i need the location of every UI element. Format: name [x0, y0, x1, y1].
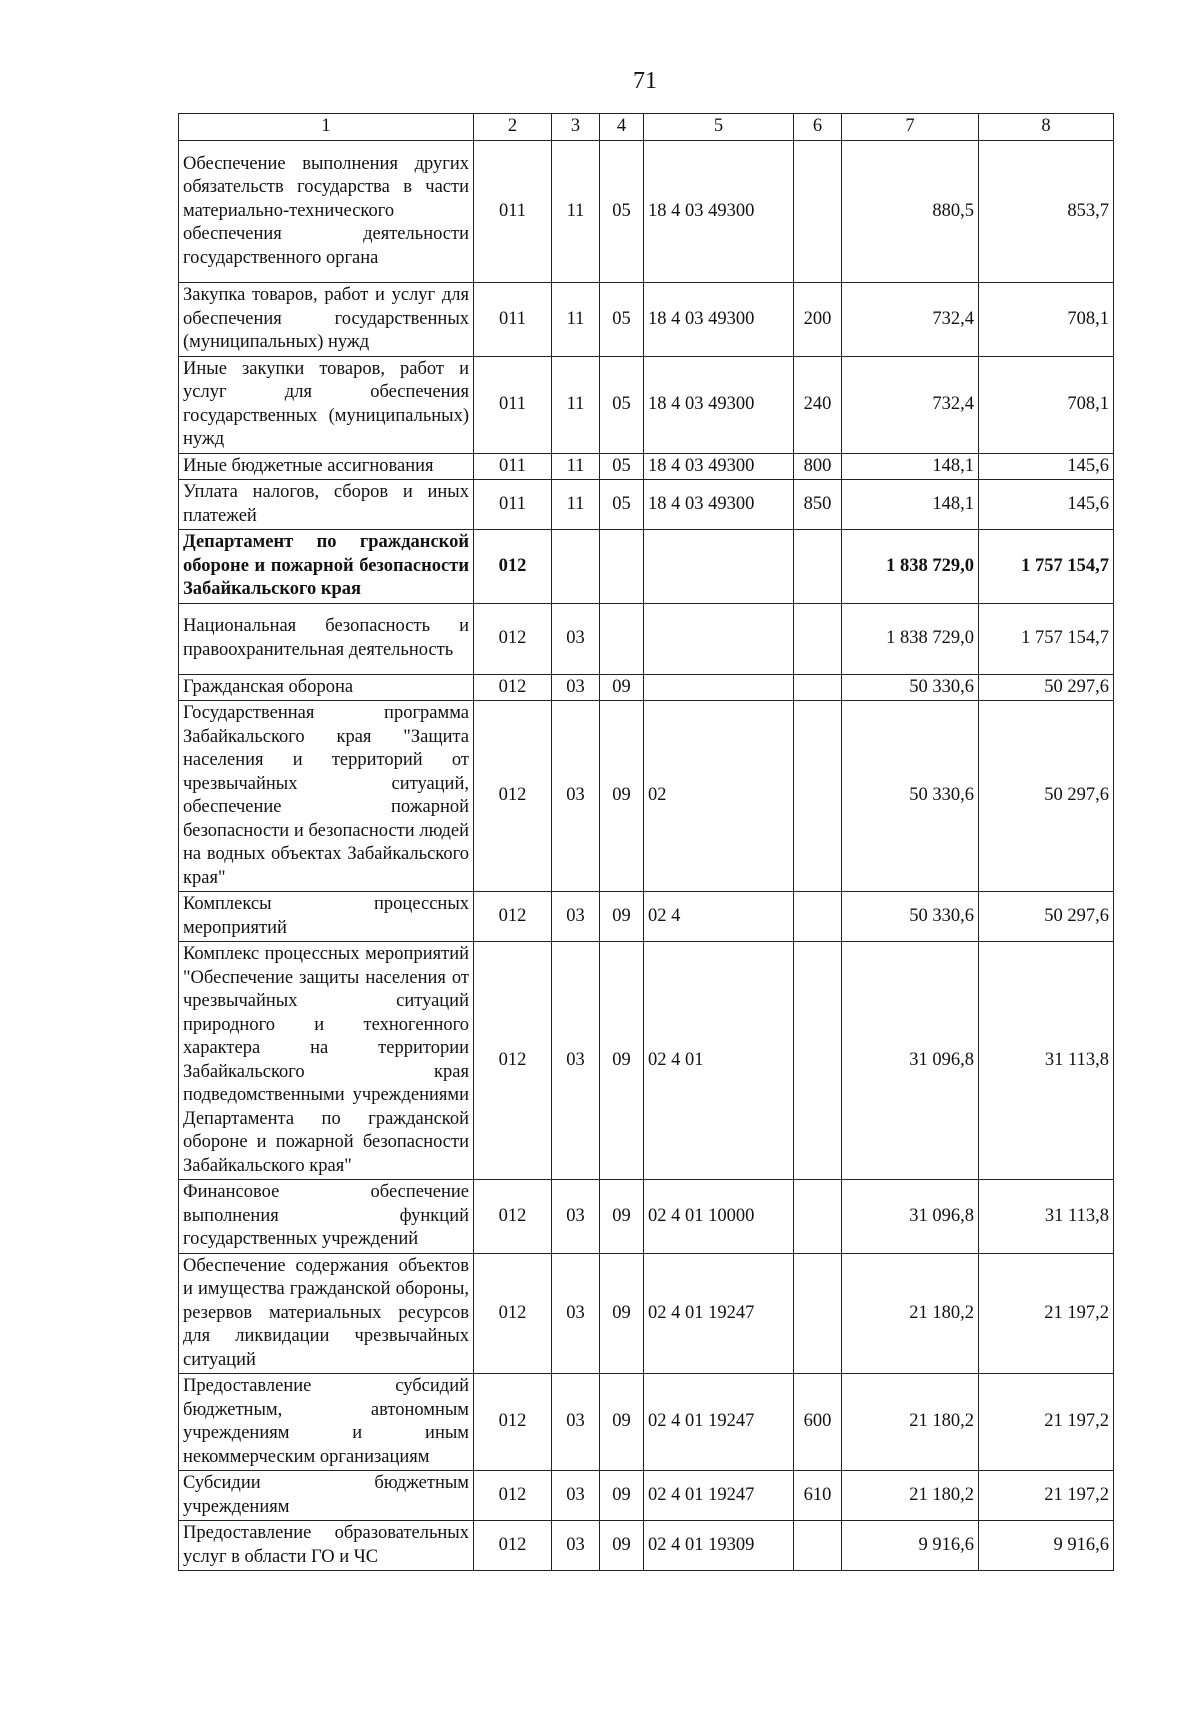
cell-amount-2: 9 916,6: [979, 1521, 1114, 1571]
cell-expense-type: 240: [794, 356, 842, 453]
table-row: [179, 892, 1114, 942]
cell-subsection: 09: [600, 674, 644, 701]
cell-amount-2: 31 113,8: [979, 1180, 1114, 1254]
cell-amount-1: 31 096,8: [842, 942, 979, 1180]
cell-target-article: 02 4 01 10000: [644, 1180, 794, 1254]
cell-subsection: 09: [600, 1471, 644, 1521]
cell-amount-1: 21 180,2: [842, 1374, 979, 1471]
cell-expense-type: [794, 892, 842, 942]
table-row-department: [179, 530, 1114, 604]
cell-amount-2: 1 757 154,7: [979, 530, 1114, 604]
cell-section: 03: [552, 1521, 600, 1571]
cell-ministry: 012: [474, 1521, 552, 1571]
row-name: Иные закупки товаров, работ и услуг для обеспечения государственных (муниципальных) нужд: [179, 356, 474, 453]
cell-amount-1: 148,1: [842, 480, 979, 530]
cell-section: 11: [552, 356, 600, 453]
cell-amount-1: 880,5: [842, 141, 979, 283]
cell-expense-type: 200: [794, 283, 842, 357]
cell-target-article: [644, 530, 794, 604]
cell-amount-1: 50 330,6: [842, 674, 979, 701]
cell-section: 03: [552, 942, 600, 1180]
cell-section: 11: [552, 480, 600, 530]
cell-subsection: [600, 603, 644, 674]
cell-subsection: 05: [600, 453, 644, 480]
cell-target-article: 02 4: [644, 892, 794, 942]
table-row: [179, 1521, 1114, 1571]
row-name: Департамент по гражданской обороне и пожарной безопасности Забайкальского края: [179, 530, 474, 604]
row-name: Финансовое обеспечение выполнения функций государственных учреждений: [179, 1180, 474, 1254]
cell-target-article: 02 4 01 19309: [644, 1521, 794, 1571]
cell-amount-1: 21 180,2: [842, 1471, 979, 1521]
cell-amount-1: 148,1: [842, 453, 979, 480]
row-name: Обеспечение выполнения других обязательств государства в части материально-технического обеспечения деятельности государственного органа: [179, 141, 474, 283]
cell-section: 03: [552, 1374, 600, 1471]
header-cell: 1: [179, 114, 474, 141]
cell-section: 03: [552, 1471, 600, 1521]
cell-target-article: [644, 674, 794, 701]
cell-amount-1: 1 838 729,0: [842, 530, 979, 604]
cell-ministry: 012: [474, 1180, 552, 1254]
cell-amount-1: 50 330,6: [842, 701, 979, 892]
cell-target-article: [644, 603, 794, 674]
table-row: [179, 480, 1114, 530]
cell-amount-2: 31 113,8: [979, 942, 1114, 1180]
table-row: [179, 1374, 1114, 1471]
cell-section: [552, 530, 600, 604]
cell-ministry: 012: [474, 530, 552, 604]
cell-expense-type: [794, 942, 842, 1180]
cell-amount-1: 9 916,6: [842, 1521, 979, 1571]
table-row: [179, 453, 1114, 480]
cell-ministry: 012: [474, 892, 552, 942]
row-name: Закупка товаров, работ и услуг для обеспечения государственных (муниципальных) нужд: [179, 283, 474, 357]
cell-ministry: 011: [474, 283, 552, 357]
header-cell: 8: [979, 114, 1114, 141]
row-name: Субсидии бюджетным учреждениям: [179, 1471, 474, 1521]
row-name: Государственная программа Забайкальского края "Защита населения и территорий от чрезвычайных ситуаций, обеспечение пожарной безопасности и безопасности людей на водных объектах Забайкальского края": [179, 701, 474, 892]
table-row: [179, 674, 1114, 701]
cell-target-article: 18 4 03 49300: [644, 356, 794, 453]
row-name: Обеспечение содержания объектов и имущества гражданской обороны, резервов материальных ресурсов для ликвидации чрезвычайных ситуаций: [179, 1253, 474, 1374]
table-row: [179, 283, 1114, 357]
cell-ministry: 012: [474, 1471, 552, 1521]
cell-ministry: 011: [474, 480, 552, 530]
cell-target-article: 18 4 03 49300: [644, 141, 794, 283]
cell-expense-type: 610: [794, 1471, 842, 1521]
table-row: [179, 141, 1114, 283]
cell-section: 03: [552, 603, 600, 674]
cell-section: 11: [552, 453, 600, 480]
table-row: [179, 356, 1114, 453]
cell-target-article: 02 4 01 19247: [644, 1253, 794, 1374]
cell-target-article: 02: [644, 701, 794, 892]
cell-target-article: 18 4 03 49300: [644, 453, 794, 480]
header-cell: 3: [552, 114, 600, 141]
cell-expense-type: [794, 1180, 842, 1254]
cell-subsection: 09: [600, 942, 644, 1180]
cell-ministry: 012: [474, 942, 552, 1180]
cell-subsection: 09: [600, 892, 644, 942]
cell-expense-type: [794, 701, 842, 892]
table-row: [179, 1180, 1114, 1254]
cell-amount-2: 21 197,2: [979, 1471, 1114, 1521]
cell-amount-1: 732,4: [842, 356, 979, 453]
cell-amount-1: 21 180,2: [842, 1253, 979, 1374]
row-name: Комплекс процессных мероприятий "Обеспечение защиты населения от чрезвычайных ситуаций природного и техногенного характера на территории Забайкальского края подведомственными учреждениями Департамента по гражданской обороне и пожарной безопасности Забайкальского края": [179, 942, 474, 1180]
cell-section: 11: [552, 283, 600, 357]
cell-amount-2: 50 297,6: [979, 701, 1114, 892]
header-cell: 6: [794, 114, 842, 141]
cell-subsection: 09: [600, 1180, 644, 1254]
row-name: Предоставление образовательных услуг в области ГО и ЧС: [179, 1521, 474, 1571]
cell-expense-type: [794, 530, 842, 604]
cell-section: 11: [552, 141, 600, 283]
cell-expense-type: 600: [794, 1374, 842, 1471]
header-cell: 4: [600, 114, 644, 141]
cell-subsection: 05: [600, 480, 644, 530]
cell-section: 03: [552, 892, 600, 942]
cell-amount-2: 708,1: [979, 356, 1114, 453]
budget-table: [178, 113, 1114, 1571]
cell-subsection: 09: [600, 701, 644, 892]
cell-amount-1: 31 096,8: [842, 1180, 979, 1254]
table-row: [179, 701, 1114, 892]
cell-section: 03: [552, 674, 600, 701]
cell-amount-2: 50 297,6: [979, 674, 1114, 701]
cell-ministry: 012: [474, 603, 552, 674]
table-row: [179, 1471, 1114, 1521]
cell-expense-type: 850: [794, 480, 842, 530]
cell-subsection: 05: [600, 141, 644, 283]
cell-ministry: 011: [474, 141, 552, 283]
cell-expense-type: [794, 1253, 842, 1374]
cell-amount-1: 732,4: [842, 283, 979, 357]
cell-amount-2: 708,1: [979, 283, 1114, 357]
cell-expense-type: [794, 1521, 842, 1571]
cell-expense-type: [794, 674, 842, 701]
cell-amount-1: 50 330,6: [842, 892, 979, 942]
cell-subsection: [600, 530, 644, 604]
cell-subsection: 09: [600, 1374, 644, 1471]
row-name: Гражданская оборона: [179, 674, 474, 701]
cell-ministry: 011: [474, 453, 552, 480]
cell-amount-2: 1 757 154,7: [979, 603, 1114, 674]
cell-subsection: 09: [600, 1521, 644, 1571]
header-cell: 7: [842, 114, 979, 141]
table-row: [179, 1253, 1114, 1374]
cell-amount-2: 50 297,6: [979, 892, 1114, 942]
cell-section: 03: [552, 1253, 600, 1374]
header-cell: 5: [644, 114, 794, 141]
cell-ministry: 012: [474, 1253, 552, 1374]
cell-amount-2: 21 197,2: [979, 1253, 1114, 1374]
cell-amount-2: 145,6: [979, 480, 1114, 530]
cell-ministry: 011: [474, 356, 552, 453]
cell-subsection: 05: [600, 356, 644, 453]
row-name: Уплата налогов, сборов и иных платежей: [179, 480, 474, 530]
cell-target-article: 02 4 01 19247: [644, 1471, 794, 1521]
table-row: [179, 942, 1114, 1180]
cell-target-article: 02 4 01: [644, 942, 794, 1180]
cell-ministry: 012: [474, 1374, 552, 1471]
cell-expense-type: [794, 603, 842, 674]
table-row: [179, 603, 1114, 674]
row-name: Предоставление субсидий бюджетным, автономным учреждениям и иным некоммерческим организациям: [179, 1374, 474, 1471]
cell-target-article: 18 4 03 49300: [644, 480, 794, 530]
cell-subsection: 05: [600, 283, 644, 357]
cell-section: 03: [552, 1180, 600, 1254]
row-name: Иные бюджетные ассигнования: [179, 453, 474, 480]
row-name: Комплексы процессных мероприятий: [179, 892, 474, 942]
cell-ministry: 012: [474, 701, 552, 892]
cell-subsection: 09: [600, 1253, 644, 1374]
cell-target-article: 02 4 01 19247: [644, 1374, 794, 1471]
cell-expense-type: [794, 141, 842, 283]
row-name: Национальная безопасность и правоохранительная деятельность: [179, 603, 474, 674]
cell-section: 03: [552, 701, 600, 892]
cell-amount-2: 853,7: [979, 141, 1114, 283]
cell-ministry: 012: [474, 674, 552, 701]
cell-target-article: 18 4 03 49300: [644, 283, 794, 357]
cell-expense-type: 800: [794, 453, 842, 480]
table-header-row: [179, 114, 1114, 141]
cell-amount-1: 1 838 729,0: [842, 603, 979, 674]
page-number: 71: [633, 68, 657, 94]
cell-amount-2: 145,6: [979, 453, 1114, 480]
cell-amount-2: 21 197,2: [979, 1374, 1114, 1471]
header-cell: 2: [474, 114, 552, 141]
